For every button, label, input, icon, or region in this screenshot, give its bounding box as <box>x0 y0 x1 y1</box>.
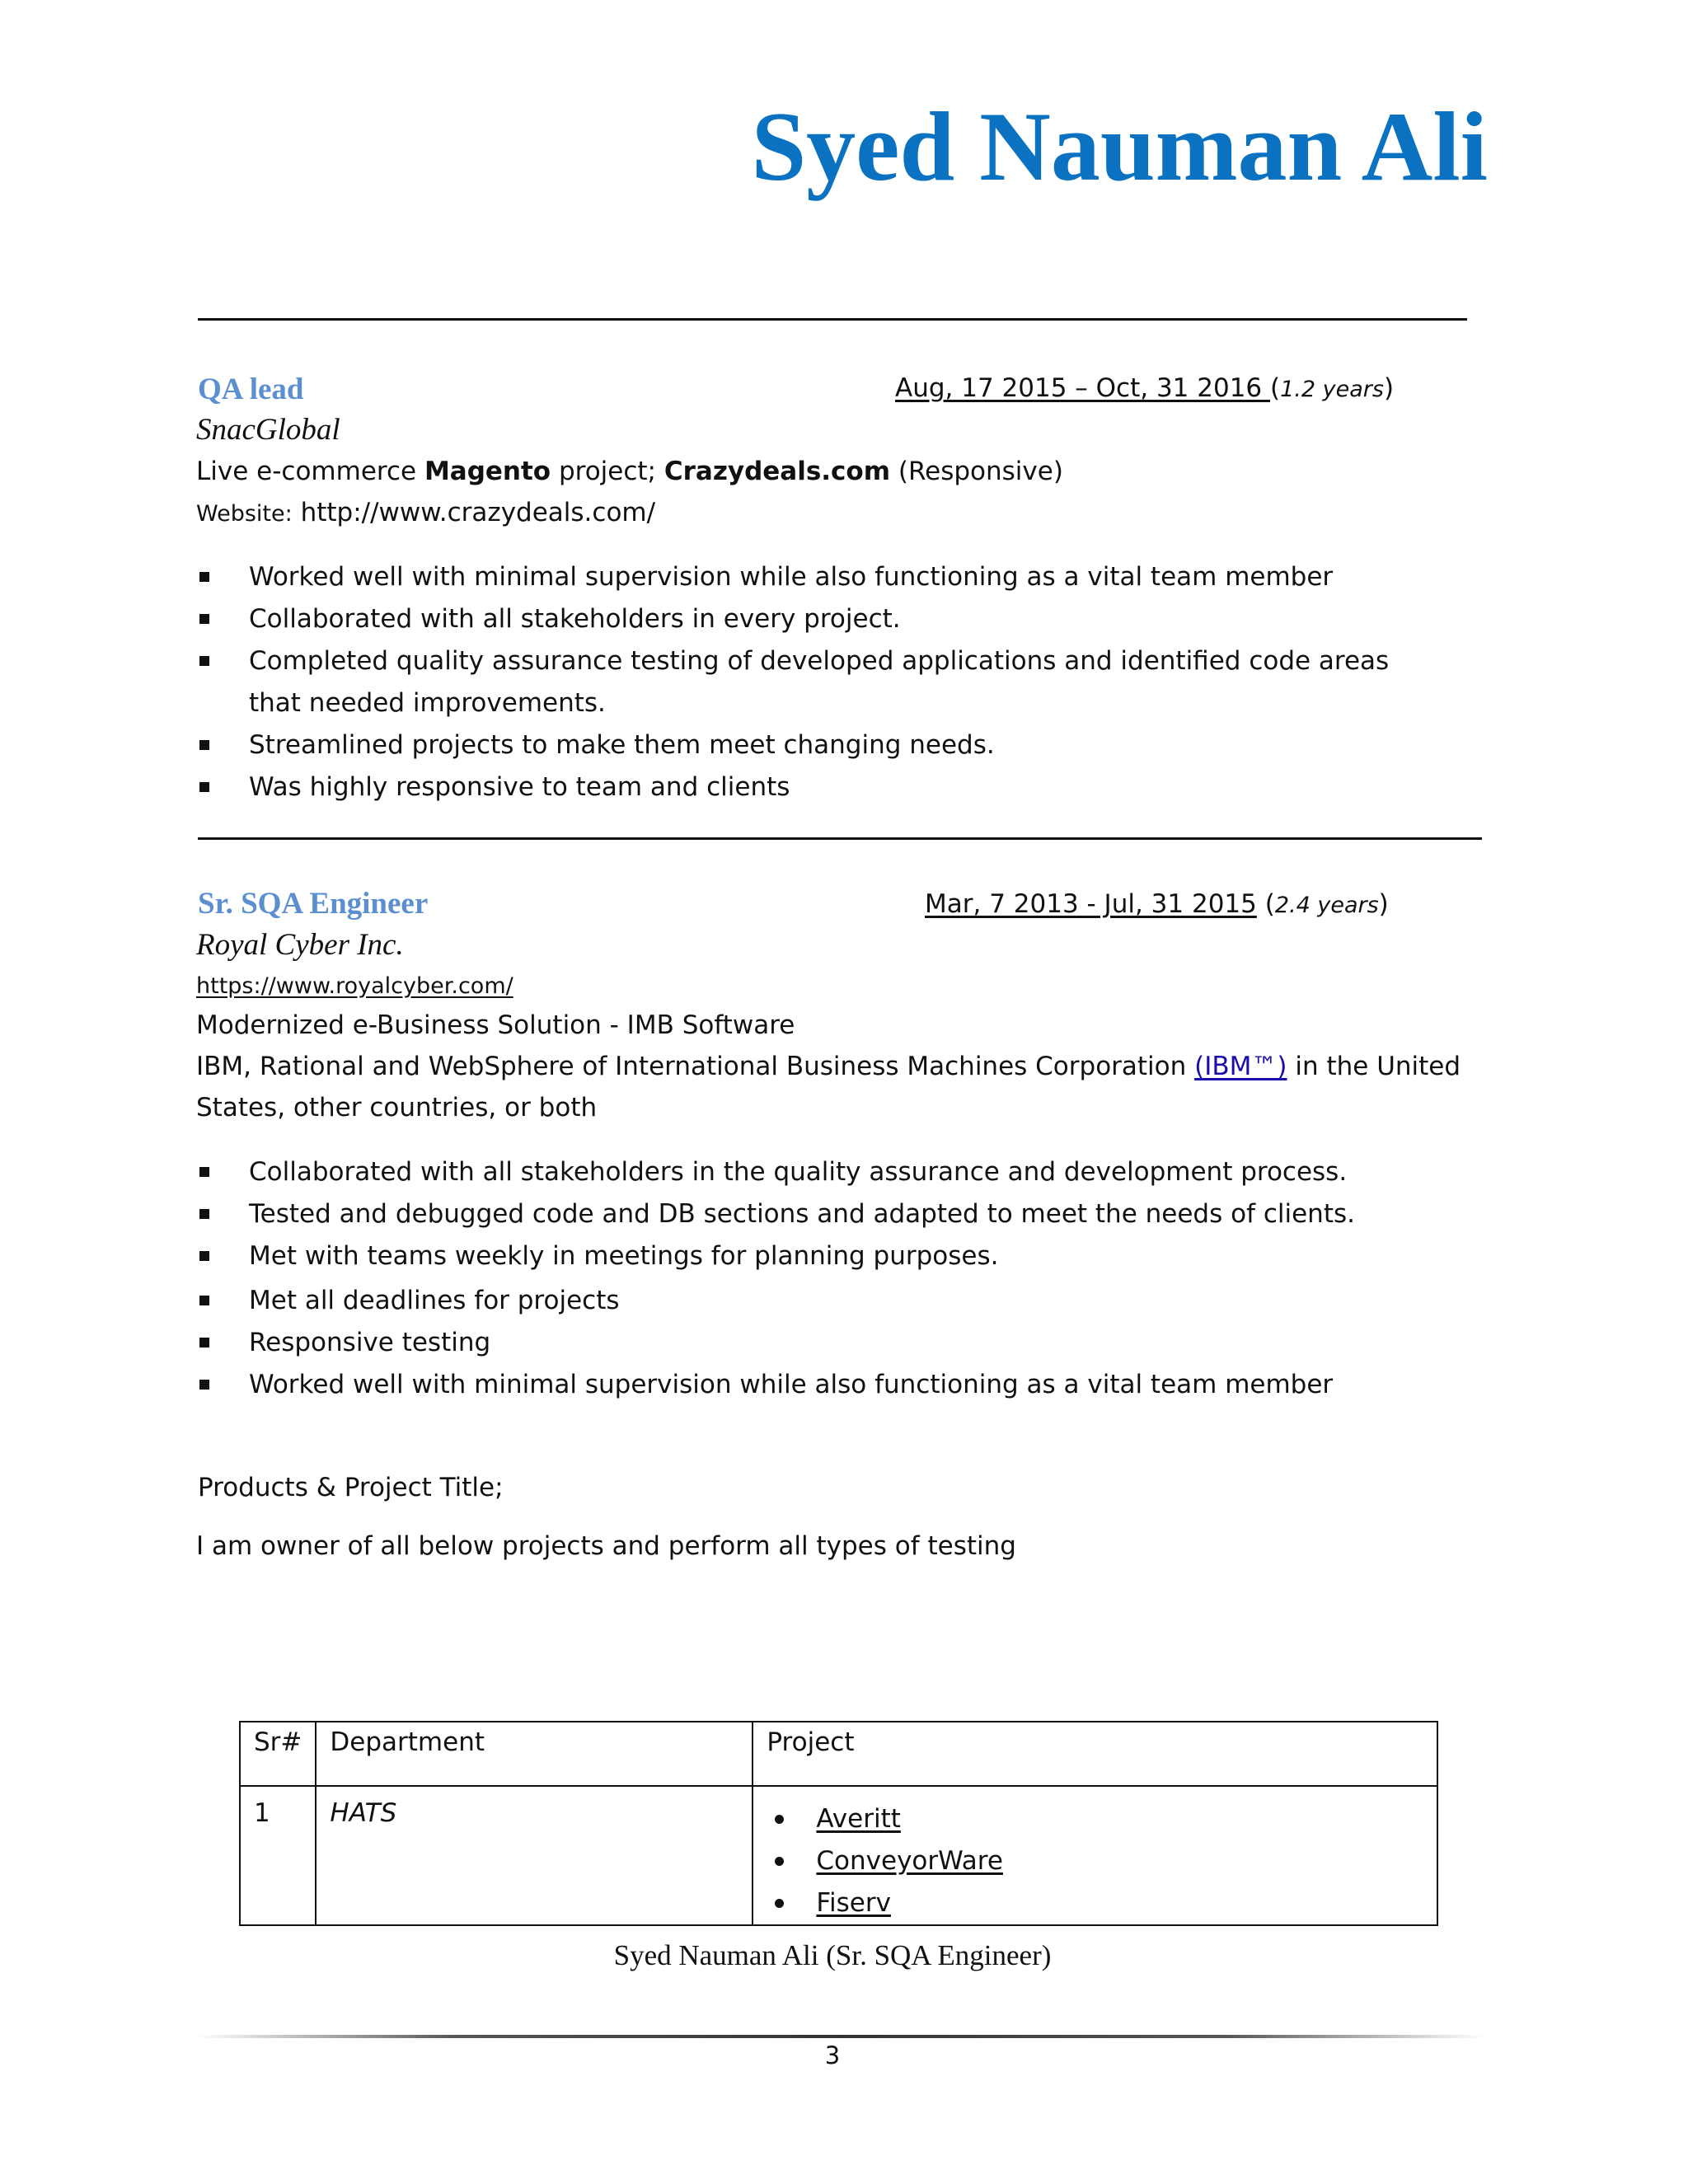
website-url[interactable]: http://www.crazydeals.com/ <box>300 498 656 527</box>
header-divider <box>198 318 1467 321</box>
bullet-text: Was highly responsive to team and clients <box>249 772 790 802</box>
company-name: Royal Cyber Inc. <box>196 928 404 962</box>
job-date-range: Mar, 7 2013 - Jul, 31 2015 <box>925 889 1257 919</box>
list-item <box>767 1840 1423 1882</box>
list-item <box>198 1235 1434 1277</box>
job-website <box>196 500 655 526</box>
header-project: Project <box>753 1722 1437 1786</box>
bullet-text: Tested and debugged code and DB sections and adapted to meet the needs of clients. <box>249 1199 1355 1229</box>
bullet-text: Responsive testing <box>249 1328 491 1357</box>
bullet-text: Worked well with minimal supervision while also functioning as a vital team member <box>249 1370 1334 1399</box>
project-list <box>767 1798 1423 1924</box>
list-item <box>198 1322 1434 1364</box>
header-sr: Sr# <box>240 1722 316 1786</box>
square-bullet-icon <box>199 1338 209 1347</box>
bullet-text: Collaborated with all stakeholders in the quality assurance and development process. <box>249 1157 1348 1187</box>
products-heading: Products & Project Title; <box>198 1473 504 1502</box>
square-bullet-icon <box>199 1167 209 1177</box>
list-item <box>198 1193 1434 1235</box>
desc-platform: Magento <box>424 457 551 486</box>
list-item <box>198 556 1434 598</box>
bullet-text: Collaborated with all stakeholders in every project. <box>249 604 901 634</box>
resume-name: Syed Nauman Ali <box>751 91 1488 201</box>
square-bullet-icon <box>199 782 209 792</box>
desc-text: Live e-commerce <box>196 457 424 486</box>
job-title: QA lead <box>198 373 304 406</box>
job-dates: Mar, 7 2013 - Jul, 31 2015 (2.4 years) <box>925 889 1389 919</box>
list-item <box>198 598 1434 640</box>
table-row <box>240 1786 1437 1925</box>
bullet-dot-icon <box>775 1815 784 1824</box>
project-link-conveyorware[interactable]: ConveyorWare <box>816 1846 1003 1876</box>
bullet-dot-icon <box>775 1899 784 1908</box>
job-title: Sr. SQA Engineer <box>198 887 429 921</box>
bullet-text: Worked well with minimal supervision while also functioning as a vital team member <box>249 562 1334 592</box>
footer-divider <box>198 2035 1484 2038</box>
list-item <box>198 766 1434 808</box>
projects-table <box>239 1721 1438 1926</box>
ibm-link[interactable]: (IBM™) <box>1194 1052 1287 1081</box>
list-item <box>198 724 1434 766</box>
section-divider <box>198 837 1482 840</box>
job-duration: 1.2 years <box>1280 377 1384 402</box>
list-item <box>767 1798 1423 1840</box>
bullet-text: Met all deadlines for projects <box>249 1286 620 1315</box>
bullet-dot-icon <box>775 1857 784 1866</box>
cell-department: HATS <box>316 1786 753 1925</box>
bullet-text: Streamlined projects to make them meet changing needs. <box>249 730 995 760</box>
list-item <box>198 1151 1434 1193</box>
job-description-line-1: Modernized e-Business Solution - IMB Software <box>196 1010 795 1040</box>
square-bullet-icon <box>199 1209 209 1219</box>
desc-text: project; <box>551 457 664 486</box>
square-bullet-icon <box>199 1380 209 1390</box>
website-label: Website: <box>196 501 293 527</box>
header-department: Department <box>316 1722 753 1786</box>
job-duration: 2.4 years <box>1274 893 1379 918</box>
desc-text: IBM, Rational and WebSphere of International Business Machines Corporation <box>196 1052 1195 1081</box>
company-website-link[interactable]: https://www.royalcyber.com/ <box>196 973 513 999</box>
job-description-line-3: States, other countries, or both <box>196 1093 598 1122</box>
job-bullets <box>198 1151 1434 1406</box>
square-bullet-icon <box>199 656 209 666</box>
job-description-line-2 <box>196 1054 1461 1080</box>
job-date-range: Aug, 17 2015 – Oct, 31 2016 <box>895 373 1270 403</box>
job-description <box>196 459 1063 485</box>
cell-projects <box>753 1786 1437 1925</box>
desc-text: in the United <box>1287 1052 1461 1081</box>
list-item <box>767 1882 1423 1924</box>
square-bullet-icon <box>199 614 209 624</box>
job-bullets <box>198 556 1434 808</box>
cell-sr: 1 <box>240 1786 316 1925</box>
list-item <box>198 1280 1434 1322</box>
job-dates: Aug, 17 2015 – Oct, 31 2016 (1.2 years) <box>895 373 1395 403</box>
company-name: SnacGlobal <box>196 413 340 447</box>
bullet-text: Completed quality assurance testing of developed applications and identified code areas that needed improvements. <box>249 646 1390 718</box>
page-number: 3 <box>824 2041 841 2069</box>
desc-site: Crazydeals.com <box>663 457 891 486</box>
desc-text: (Responsive) <box>890 457 1063 486</box>
project-link-fiserv[interactable]: Fiserv <box>816 1888 891 1918</box>
square-bullet-icon <box>199 1251 209 1261</box>
square-bullet-icon <box>199 572 209 582</box>
products-intro: I am owner of all below projects and perform all types of testing <box>196 1531 1016 1561</box>
square-bullet-icon <box>199 1296 209 1305</box>
bullet-text: Met with teams weekly in meetings for planning purposes. <box>249 1241 999 1271</box>
table-header-row <box>240 1722 1437 1786</box>
list-item <box>198 640 1434 724</box>
square-bullet-icon <box>199 740 209 750</box>
footer-text: Syed Nauman Ali (Sr. SQA Engineer) <box>613 1939 1052 1971</box>
project-link-averitt[interactable]: Averitt <box>816 1804 901 1834</box>
list-item <box>198 1364 1434 1406</box>
